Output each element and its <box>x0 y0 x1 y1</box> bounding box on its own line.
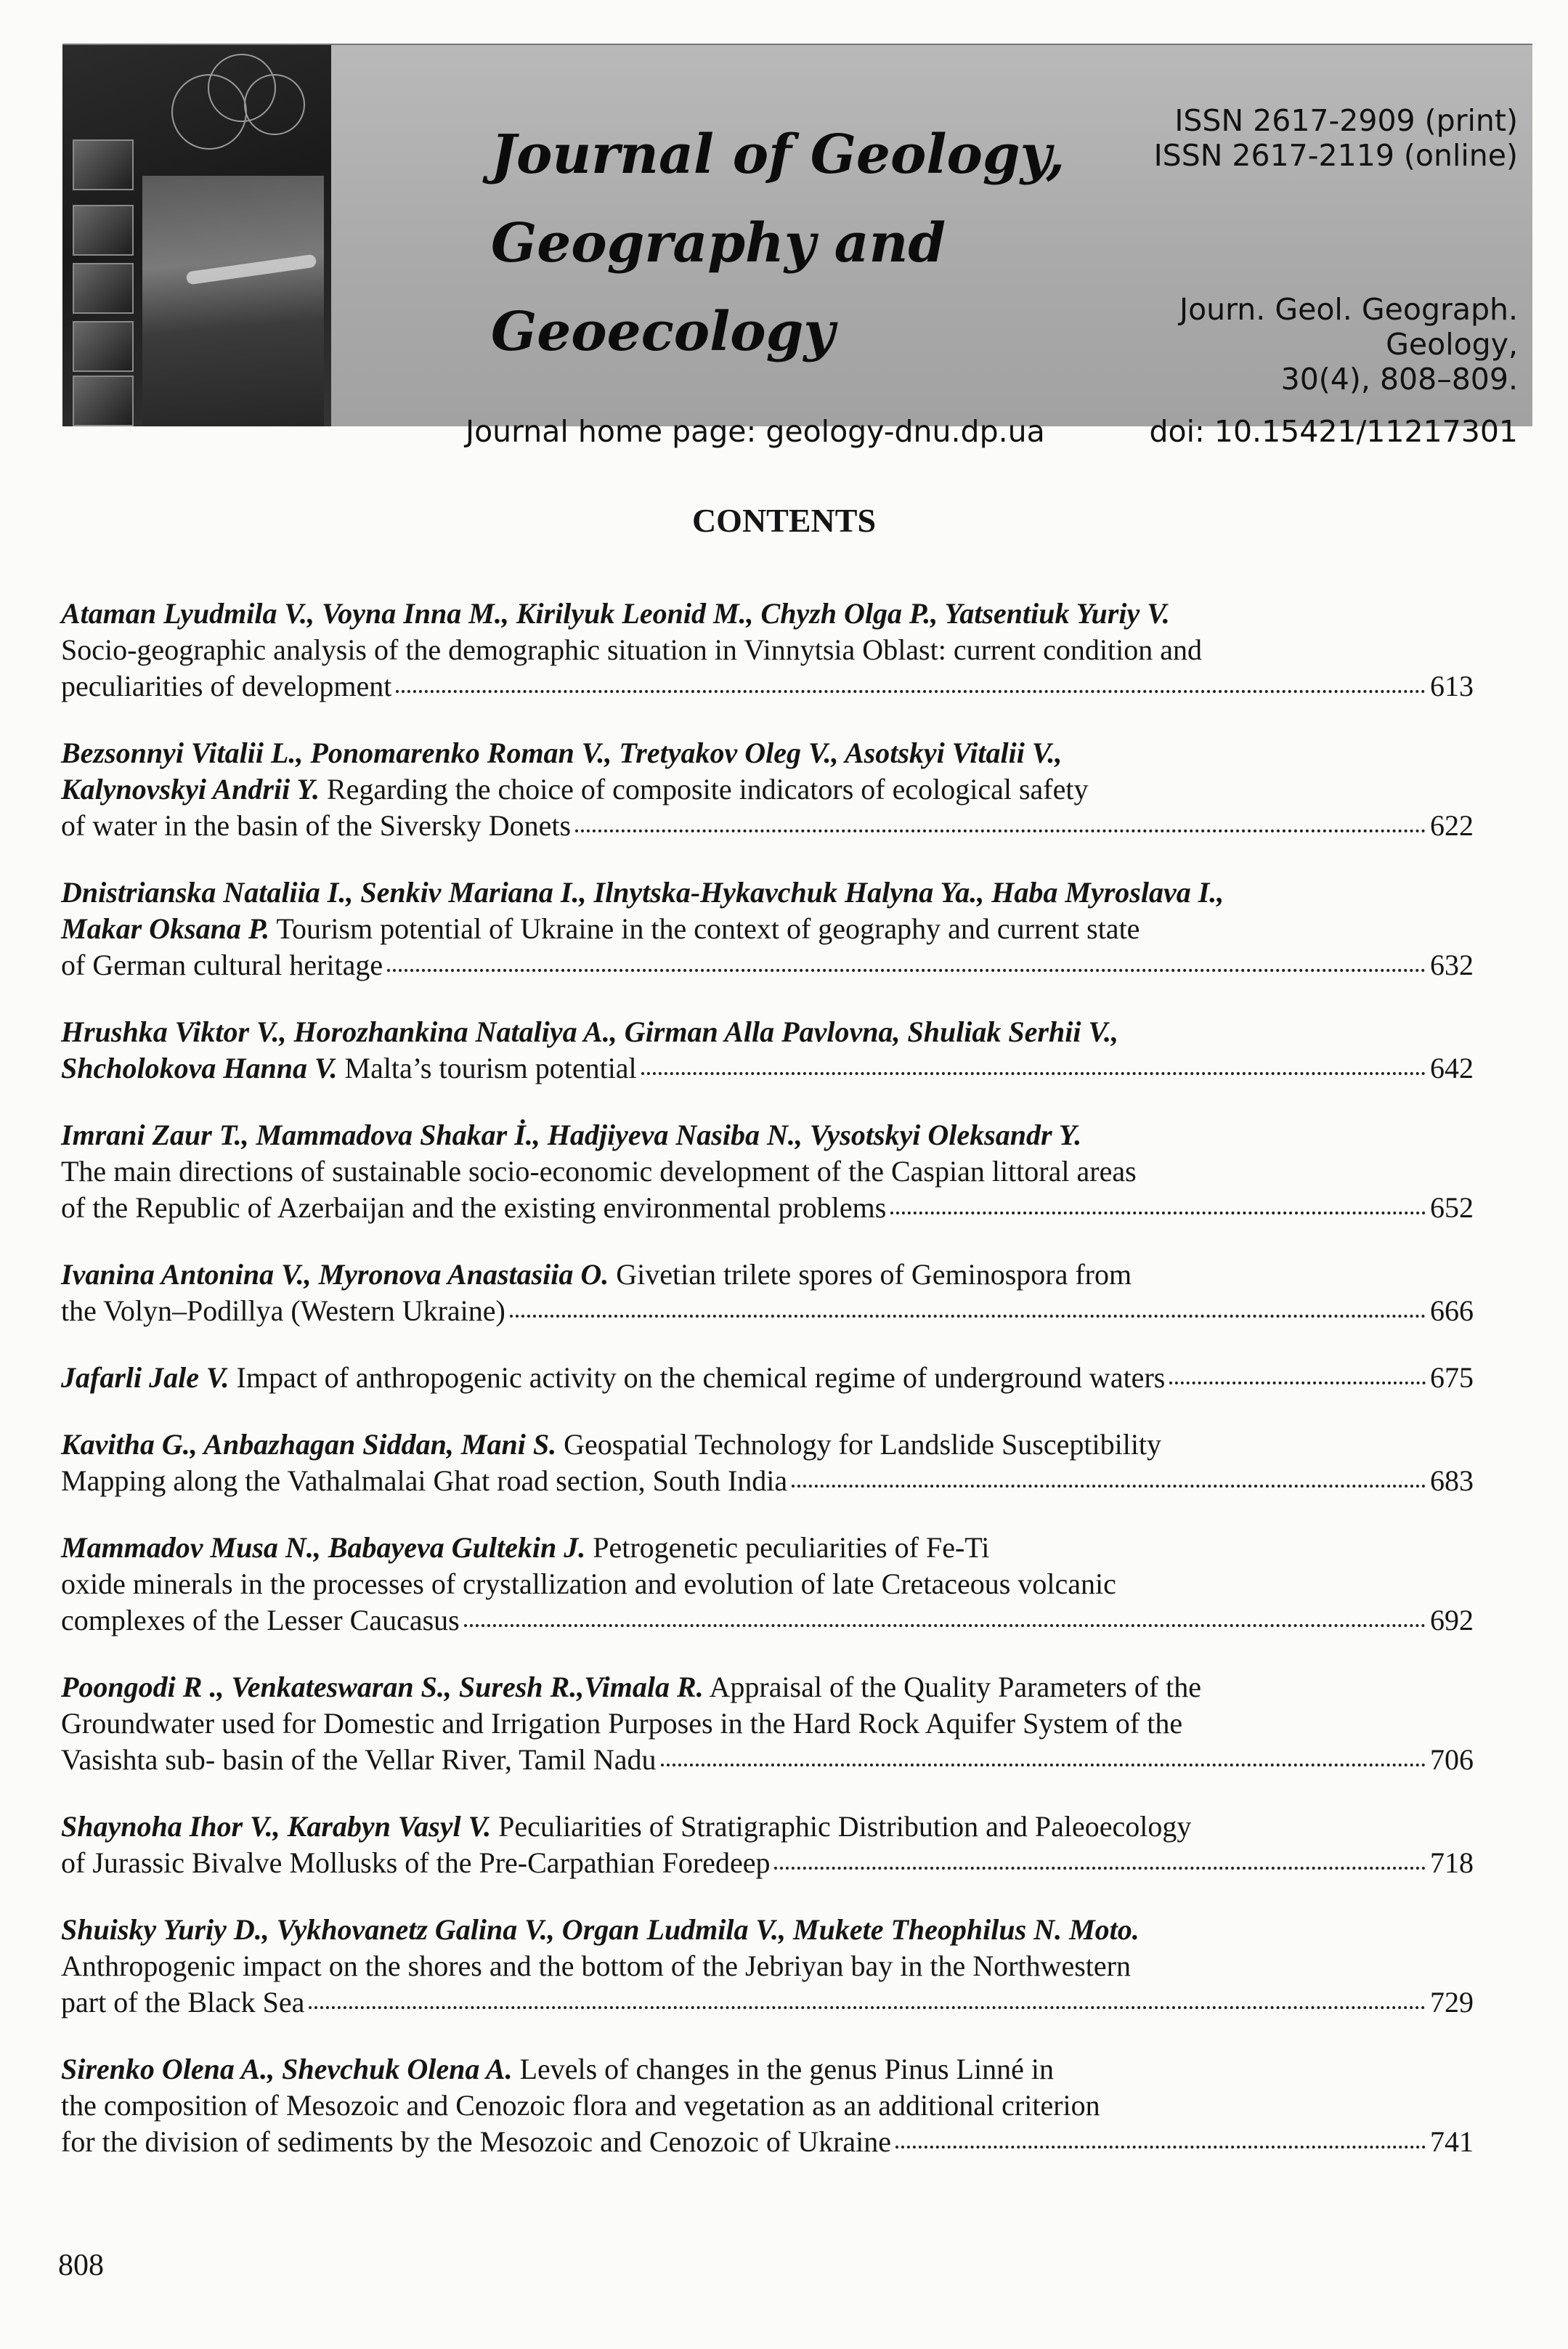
toc-entry-line <box>61 1984 1474 2021</box>
toc-entry-line <box>61 1602 1474 1639</box>
issn-print: ISSN 2617-2909 (print) <box>1174 103 1518 138</box>
toc-entry-line <box>61 1845 1474 1881</box>
toc-page-number: 642 <box>1430 1052 1474 1084</box>
toc-entry[interactable] <box>61 596 1474 705</box>
toc-entry-line <box>61 1190 1474 1226</box>
journal-citation <box>1179 292 1518 397</box>
toc-entry-line <box>61 1463 1474 1499</box>
dot-leader <box>309 2006 1426 2009</box>
contents-heading: CONTENTS <box>691 502 877 539</box>
toc-entry[interactable] <box>61 1427 1474 1499</box>
toc-entry-title: Geospatial Technology for Landslide Susceptibility <box>556 1428 1162 1461</box>
toc-entry-line <box>61 808 1474 844</box>
toc-entry-line <box>61 1566 1474 1602</box>
toc-entry-authors: Jafarli Jale V. <box>61 1361 229 1394</box>
journal-title <box>491 110 1145 376</box>
toc-entry-title: the Volyn–Podillya (Western Ukraine) <box>61 1294 505 1327</box>
toc-entry-title: Malta’s tourism potential <box>337 1052 637 1084</box>
toc-entry-title: The main directions of sustainable socio-economic development of the Caspian littoral areas <box>61 1155 1137 1188</box>
toc-entry-title: oxide minerals in the processes of crystallization and evolution of late Cretaceous volcanic <box>61 1567 1116 1600</box>
toc-entry-title: Socio-geographic analysis of the demographic situation in Vinnytsia Oblast: current condition and <box>61 633 1202 666</box>
toc-entry-title: of the Republic of Azerbaijan and the existing environmental problems <box>61 1191 887 1224</box>
toc-entry-line <box>61 596 1474 632</box>
toc-entry-title: complexes of the Lesser Caucasus <box>61 1604 460 1636</box>
toc-page-number: 718 <box>1430 1846 1474 1879</box>
toc-entry-authors: Shuisky Yuriy D., Vykhovanetz Galina V., Organ Ludmila V., Mukete Theophilus N. Moto. <box>61 1913 1140 1946</box>
toc-entry-authors: Dnistrianska Nataliia I., Senkiv Mariana I., Ilnytska-Hykavchuk Halyna Ya., Haba Myroslava I., <box>61 876 1224 909</box>
toc-entry-authors: Mammadov Musa N., Babayeva Gultekin J. <box>61 1531 586 1564</box>
toc-entry-line <box>61 947 1474 983</box>
toc-entry-title: Tourism potential of Ukraine in the context of geography and current state <box>269 912 1140 945</box>
toc-entry-title: Regarding the choice of composite indicators of ecological safety <box>319 773 1089 806</box>
toc-page-number: 632 <box>1430 949 1474 981</box>
journal-title-line: Geoecology <box>491 301 835 363</box>
toc-entry-line <box>61 1742 1474 1778</box>
table-of-contents <box>61 596 1474 2191</box>
toc-entry-title: Givetian trilete spores of Geminospora from <box>609 1258 1132 1291</box>
doi: doi: 10.15421/11217301 <box>1149 414 1518 449</box>
toc-entry[interactable] <box>61 1809 1474 1881</box>
toc-entry-title: Mapping along the Vathalmalai Ghat road section, South India <box>61 1464 788 1497</box>
toc-entry-line <box>61 875 1474 911</box>
toc-entry-line <box>61 735 1474 771</box>
citation-line: Journ. Geol. Geograph. <box>1179 292 1518 327</box>
journal-title-line: Geography and <box>491 212 946 275</box>
toc-entry-line <box>61 668 1474 705</box>
issn-online: ISSN 2617-2119 (online) <box>1153 138 1518 173</box>
toc-entry[interactable] <box>61 735 1474 844</box>
toc-entry[interactable] <box>61 1912 1474 2021</box>
journal-title-line: Journal of Geology, <box>491 123 1065 186</box>
toc-entry[interactable] <box>61 1014 1474 1087</box>
dot-leader <box>774 1867 1426 1870</box>
toc-entry-title: Peculiarities of Stratigraphic Distribution and Paleoecology <box>491 1810 1192 1843</box>
toc-entry-authors: Imrani Zaur T., Mammadova Shakar İ., Hadjiyeva Nasiba N., Vysotskyi Oleksandr Y. <box>61 1119 1082 1151</box>
toc-entry-line <box>61 1257 1474 1293</box>
citation-line: 30(4), 808–809. <box>1280 362 1518 397</box>
toc-entry-authors: Poongodi R ., Venkateswaran S., Suresh R.,Vimala R. <box>61 1671 704 1703</box>
toc-entry-authors: Makar Oksana P. <box>61 912 270 945</box>
toc-entry[interactable] <box>61 1257 1474 1329</box>
toc-entry-line <box>61 1427 1474 1463</box>
journal-home-page: Journal home page: geology-dnu.dp.ua <box>466 414 1045 449</box>
toc-entry-authors: Shcholokova Hanna V. <box>61 1052 338 1084</box>
toc-entry-title: Groundwater used for Domestic and Irrigation Purposes in the Hard Rock Aquifer System of the <box>61 1707 1183 1740</box>
dot-leader <box>387 969 1426 972</box>
toc-entry-authors: Kalynovskyi Andrii Y. <box>61 773 320 806</box>
toc-page-number: 683 <box>1430 1464 1474 1497</box>
toc-entry[interactable] <box>61 1117 1474 1226</box>
toc-entry-title: Levels of changes in the genus Pinus Linné in <box>512 2053 1054 2085</box>
toc-entry-authors: Sirenko Olena A., Shevchuk Olena A. <box>61 2053 513 2085</box>
toc-entry-line <box>61 1669 1474 1705</box>
toc-page-number: 706 <box>1430 1743 1474 1776</box>
toc-entry-line <box>61 1705 1474 1742</box>
toc-entry[interactable] <box>61 2051 1474 2160</box>
toc-entry-line <box>61 1014 1474 1050</box>
toc-entry-authors: Ataman Lyudmila V., Voyna Inna M., Kirilyuk Leonid M., Chyzh Olga P., Yatsentiuk Yuriy V. <box>61 597 1170 630</box>
toc-page-number: 613 <box>1430 670 1474 702</box>
toc-page-number: 652 <box>1430 1191 1474 1224</box>
dot-leader <box>661 1764 1426 1766</box>
toc-entry-line <box>61 632 1474 668</box>
toc-entry-title: Petrogenetic peculiarities of Fe-Ti <box>585 1531 990 1564</box>
toc-entry-title: of German cultural heritage <box>61 949 383 981</box>
toc-entry-title: Anthropogenic impact on the shores and the bottom of the Jebriyan bay in the Northwestern <box>61 1950 1131 1982</box>
toc-entry[interactable] <box>61 1530 1474 1639</box>
toc-entry-line <box>61 1153 1474 1190</box>
toc-page-number: 741 <box>1430 2125 1474 2158</box>
dot-leader <box>641 1072 1426 1075</box>
toc-entry-title: part of the Black Sea <box>61 1986 305 2019</box>
toc-entry-line <box>61 1948 1474 1984</box>
toc-entry-line <box>61 1117 1474 1153</box>
toc-entry-line <box>61 2124 1474 2160</box>
toc-entry-line <box>61 2051 1474 2088</box>
toc-entry-title: for the division of sediments by the Mesozoic and Cenozoic of Ukraine <box>61 2125 892 2158</box>
dot-leader <box>575 829 1426 832</box>
toc-entry-authors: Shaynoha Ihor V., Karabyn Vasyl V. <box>61 1810 492 1843</box>
dot-leader <box>895 2146 1426 2149</box>
toc-page-number: 729 <box>1430 1986 1474 2019</box>
toc-entry-title: the composition of Mesozoic and Cenozoic flora and vegetation as an additional criterion <box>61 2089 1100 2122</box>
page-number: 808 <box>58 2249 104 2282</box>
toc-entry-line <box>61 771 1474 808</box>
toc-entry[interactable] <box>61 1360 1474 1396</box>
dot-leader <box>396 690 1426 693</box>
issn-block <box>1154 103 1518 173</box>
citation-line: Geology, <box>1386 327 1518 362</box>
toc-entry-title: of water in the basin of the Siversky Donets <box>61 809 572 842</box>
toc-entry-authors: Ivanina Antonina V., Myronova Anastasiia O. <box>61 1258 609 1291</box>
journal-cover-image <box>62 45 331 426</box>
toc-entry-authors: Hrushka Viktor V., Horozhankina Nataliya A., Girman Alla Pavlovna, Shuliak Serhii V., <box>61 1015 1118 1048</box>
toc-entry-line <box>61 1530 1474 1566</box>
toc-entry-line <box>61 1809 1474 1845</box>
toc-entry-title: Appraisal of the Quality Parameters of the <box>703 1671 1202 1703</box>
toc-page-number: 666 <box>1430 1294 1474 1327</box>
toc-entry-line <box>61 1360 1474 1396</box>
dot-leader <box>890 1212 1426 1214</box>
toc-entry-line <box>61 911 1474 947</box>
toc-page-number: 675 <box>1430 1361 1474 1394</box>
dot-leader <box>792 1485 1426 1488</box>
dot-leader <box>464 1624 1426 1627</box>
toc-page-number: 622 <box>1430 809 1474 842</box>
toc-entry-line <box>61 1293 1474 1329</box>
toc-entry[interactable] <box>61 1669 1474 1778</box>
toc-entry-line <box>61 1050 1474 1087</box>
toc-page-number: 692 <box>1430 1604 1474 1636</box>
toc-entry-line <box>61 2088 1474 2124</box>
toc-entry-title: Impact of anthropogenic activity on the chemical regime of underground waters <box>229 1361 1166 1394</box>
toc-entry-authors: Bezsonnyi Vitalii L., Ponomarenko Roman V., Tretyakov Oleg V., Asotskyi Vitalii V., <box>61 737 1063 769</box>
toc-entry-authors: Kavitha G., Anbazhagan Siddan, Mani S. <box>61 1428 557 1461</box>
toc-entry[interactable] <box>61 875 1474 983</box>
toc-entry-title: Vasishta sub- basin of the Vellar River, Tamil Nadu <box>61 1743 657 1776</box>
toc-entry-title: peculiarities of development <box>61 670 392 702</box>
dot-leader <box>1169 1382 1426 1384</box>
toc-entry-line <box>61 1912 1474 1948</box>
toc-entry-title: of Jurassic Bivalve Mollusks of the Pre-Carpathian Foredeep <box>61 1846 771 1879</box>
journal-banner <box>62 44 1532 449</box>
dot-leader <box>510 1315 1426 1318</box>
